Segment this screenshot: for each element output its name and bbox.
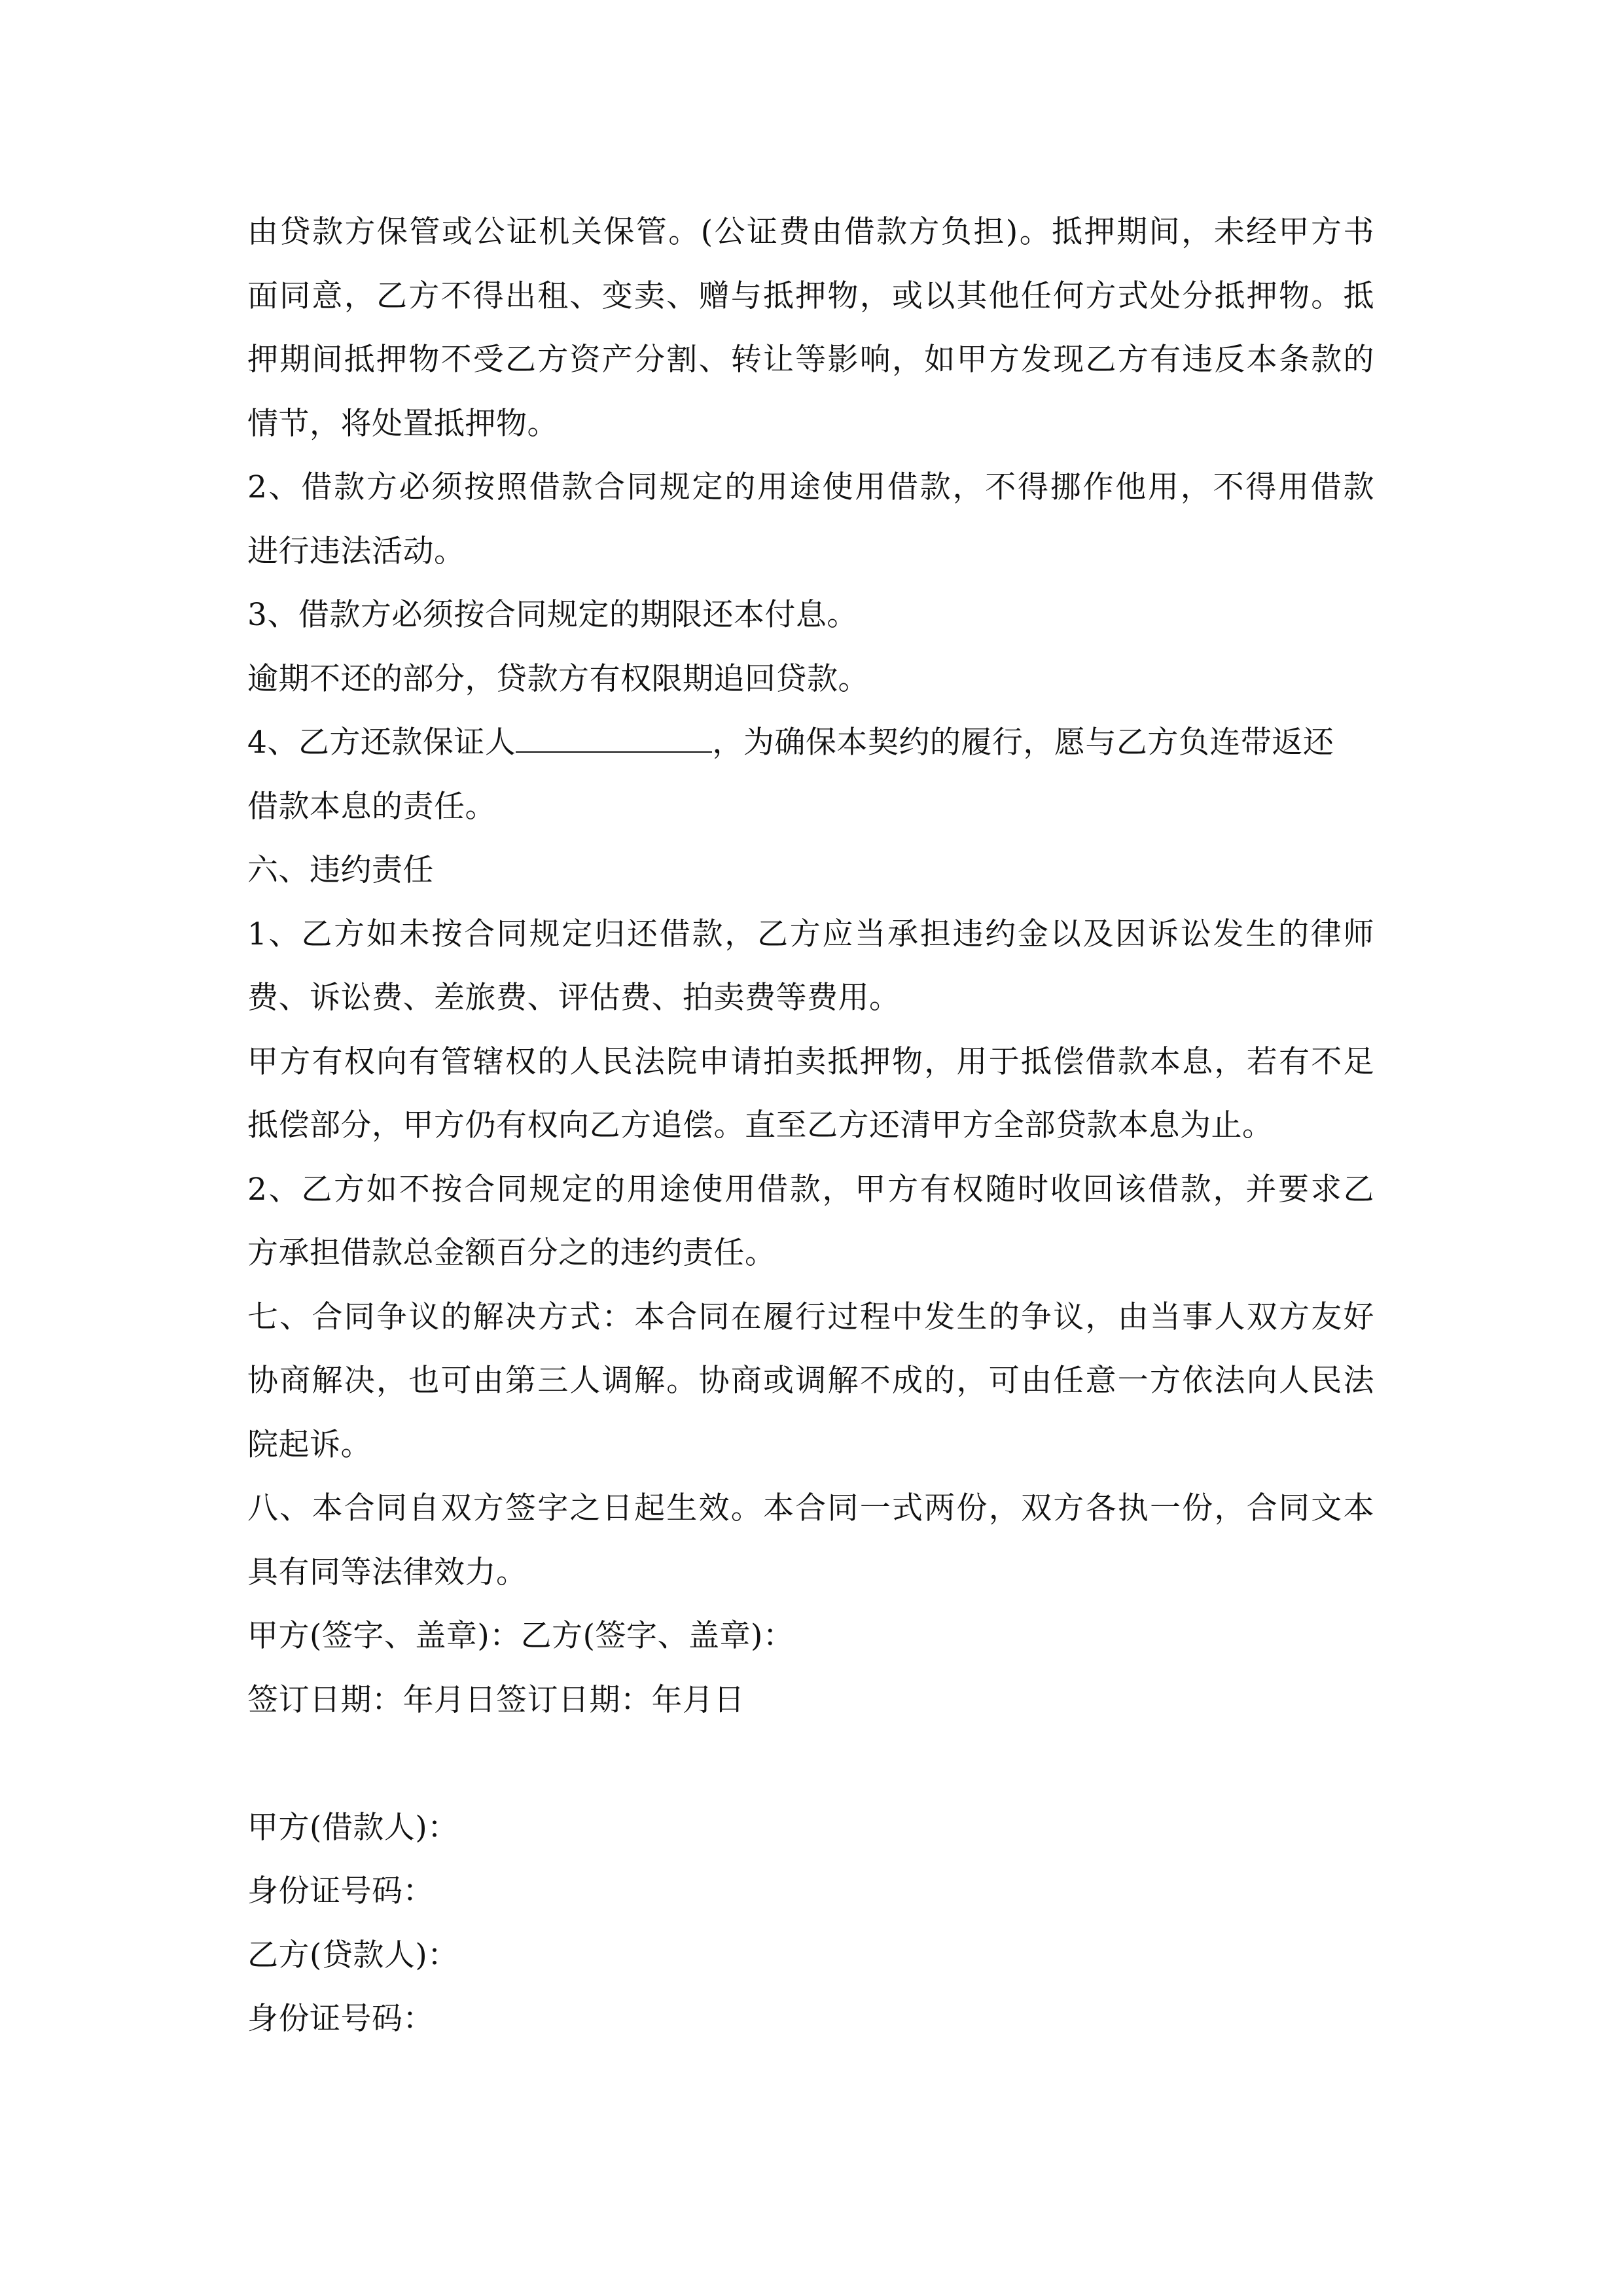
guarantor-text: ，为确保本契约的履行，愿与乙方负连带返还 (712, 725, 1334, 761)
dispute-clause-line: 七、合同争议的解决方式：本合同在履行过程中发生的争议，由当事人双方友好 (247, 1299, 1374, 1335)
effect-clause-line: 八、本合同自双方签字之日起生效。本合同一式两份，双方各执一份，合同文本 (247, 1490, 1374, 1526)
borrower-id-label: 身份证号码： (247, 1873, 434, 1909)
breach-clause-line: 1、乙方如未按合同规定归还借款，乙方应当承担违约金以及因诉讼发生的律师 (247, 916, 1374, 952)
breach-clause-line: 抵偿部分，甲方仍有权向乙方追偿。直至乙方还清甲方全部贷款本息为止。 (247, 1107, 1274, 1143)
breach-clause-line: 2、乙方如不按合同规定的用途使用借款，甲方有权随时收回该借款，并要求乙 (247, 1171, 1374, 1208)
clause-3-line: 逾期不还的部分，贷款方有权限期追回贷款。 (247, 660, 869, 697)
clause-2-line: 2、借款方必须按照借款合同规定的用途使用借款，不得挪作他用，不得用借款 (247, 469, 1374, 505)
guarantor-label: 4、乙方还款保证人 (247, 725, 516, 761)
effect-clause-line: 具有同等法律效力。 (247, 1554, 527, 1590)
clause-4-line (247, 711, 1374, 775)
guarantor-blank (516, 725, 712, 753)
clause-3-line: 3、借款方必须按合同规定的期限还本付息。 (247, 597, 858, 633)
paragraph-line: 押期间抵押物不受乙方资产分割、转让等影响，如甲方发现乙方有违反本条款的 (247, 342, 1374, 378)
signing-date-line: 签订日期：年月日签订日期：年月日 (247, 1681, 745, 1718)
spacer (247, 1732, 1374, 1796)
section-heading: 六、违约责任 (247, 852, 434, 888)
lender-id-label: 身份证号码： (247, 2001, 434, 2037)
dispute-clause-line: 院起诉。 (247, 1426, 372, 1463)
paragraph-line: 由贷款方保管或公证机关保管。(公证费由借款方负担)。抵押期间，未经甲方书 (247, 214, 1374, 250)
paragraph-line: 面同意，乙方不得出租、变卖、赠与抵押物，或以其他任何方式处分抵押物。抵 (247, 278, 1374, 314)
clause-2-line: 进行违法活动。 (247, 533, 465, 569)
lender-label: 乙方(贷款人)： (247, 1937, 459, 1973)
breach-clause-line: 方承担借款总金额百分之的违约责任。 (247, 1235, 776, 1271)
paragraph-line: 情节，将处置抵押物。 (247, 405, 558, 442)
signature-line: 甲方(签字、盖章)：乙方(签字、盖章)： (247, 1618, 794, 1654)
borrower-label: 甲方(借款人)： (247, 1809, 459, 1846)
breach-clause-line: 费、诉讼费、差旅费、评估费、拍卖费等费用。 (247, 980, 901, 1016)
document-body (247, 200, 1374, 2051)
breach-clause-line: 甲方有权向有管辖权的人民法院申请拍卖抵押物，用于抵偿借款本息，若有不足 (247, 1043, 1374, 1080)
clause-4-line: 借款本息的责任。 (247, 788, 496, 825)
dispute-clause-line: 协商解决，也可由第三人调解。协商或调解不成的，可由任意一方依法向人民法 (247, 1363, 1374, 1399)
